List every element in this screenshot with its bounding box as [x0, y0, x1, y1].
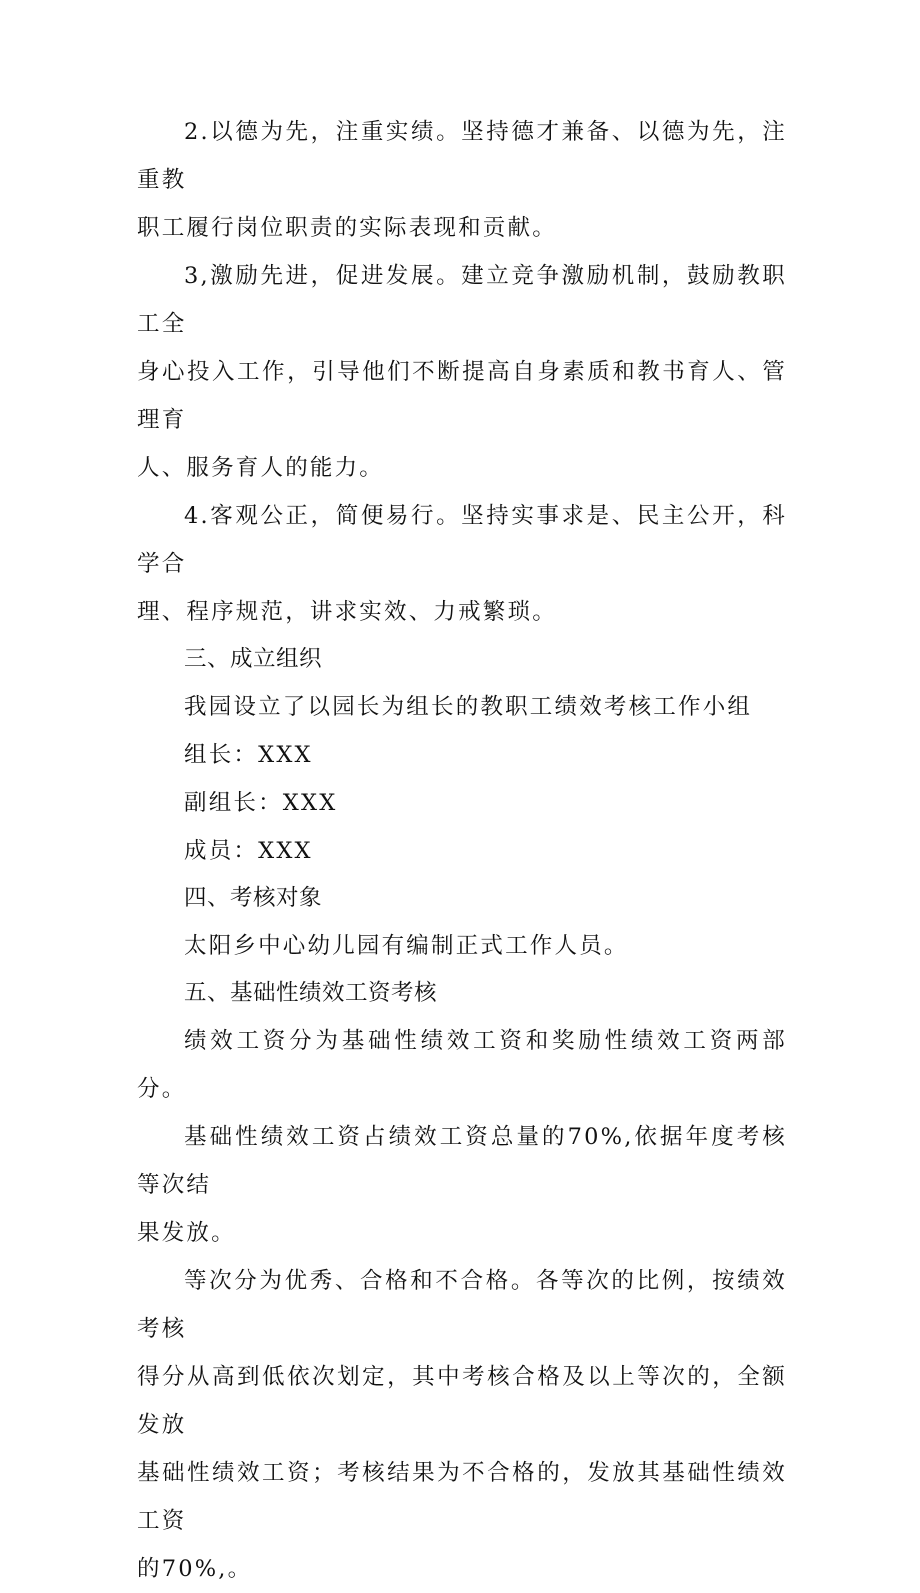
text-line: 的70%,。	[137, 1556, 253, 1582]
text-line: 绩效工资分为基础性绩效工资和奖励性绩效工资两部分。	[137, 1028, 787, 1102]
org-members	[137, 827, 787, 875]
principle-3	[137, 252, 787, 492]
text-line: 基础性绩效工资；考核结果为不合格的，发放其基础性绩效工资	[137, 1460, 787, 1534]
section-3-heading	[137, 634, 787, 684]
text-line: 基础性绩效工资占绩效工资总量的70%,依据年度考核等次结	[137, 1124, 787, 1198]
text-line: 身心投入工作，引导他们不断提高自身素质和教书育人、管理育	[137, 359, 787, 433]
text-line: 组长：XXX	[184, 742, 313, 768]
text-line: 副组长：XXX	[184, 790, 338, 816]
text-line: 我园设立了以园长为组长的教职工绩效考核工作小组	[184, 694, 753, 720]
text-line: 成员：XXX	[184, 838, 313, 864]
assessment-target	[137, 922, 787, 970]
principle-2	[137, 108, 787, 252]
salary-composition	[137, 1017, 787, 1113]
principle-4	[137, 492, 787, 636]
org-intro	[137, 683, 787, 731]
text-line: 得分从高到低依次划定，其中考核合格及以上等次的，全额发放	[137, 1364, 787, 1438]
section-5-heading	[137, 968, 787, 1018]
text-line: 四、考核对象	[184, 885, 323, 911]
org-deputy-leader	[137, 779, 787, 827]
text-line: 等次分为优秀、合格和不合格。各等次的比例，按绩效考核	[137, 1268, 787, 1342]
text-line: 2.以德为先，注重实绩。坚持德才兼备、以德为先，注重教	[137, 119, 787, 193]
org-leader	[137, 731, 787, 779]
text-line: 职工履行岗位职责的实际表现和贡献。	[137, 215, 557, 241]
basic-salary-ratio	[137, 1113, 787, 1257]
document-body	[137, 108, 787, 1593]
text-line: 理、程序规范，讲求实效、力戒繁琐。	[137, 599, 557, 625]
grade-rules	[137, 1257, 787, 1593]
section-4-heading	[137, 873, 787, 923]
text-line: 五、基础性绩效工资考核	[184, 980, 438, 1006]
text-line: 果发放。	[137, 1220, 236, 1246]
text-line: 太阳乡中心幼儿园有编制正式工作人员。	[184, 933, 629, 959]
text-line: 3,激励先进，促进发展。建立竞争激励机制，鼓励教职工全	[137, 263, 787, 337]
text-line: 人、服务育人的能力。	[137, 455, 385, 481]
text-line: 三、成立组织	[184, 646, 323, 672]
text-line: 4.客观公正，简便易行。坚持实事求是、民主公开，科学合	[137, 503, 787, 577]
